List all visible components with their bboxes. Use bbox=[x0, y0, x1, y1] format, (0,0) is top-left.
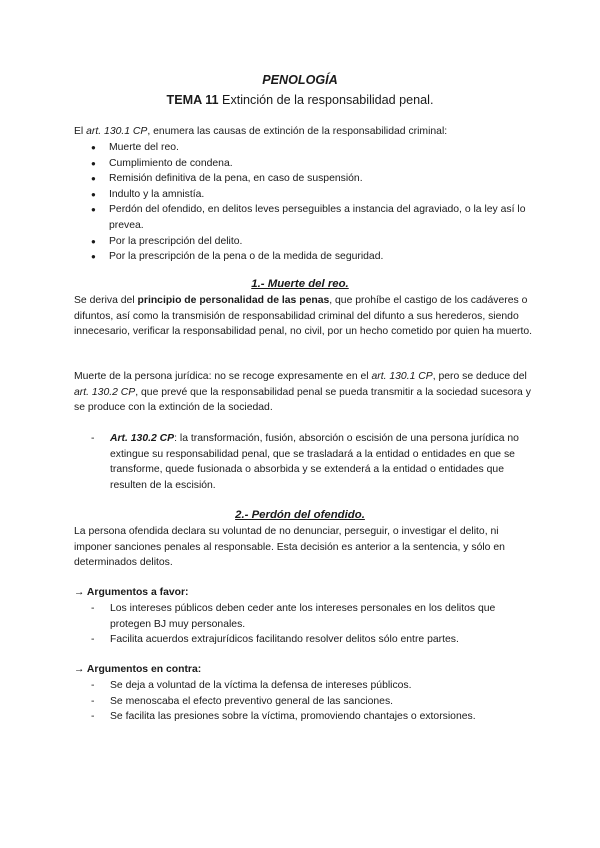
section2-heading: 2.- Perdón del ofendido. bbox=[235, 509, 365, 521]
contra-arguments-title: → Argumentos en contra: bbox=[74, 664, 202, 675]
list-item: - Se facilita las presiones sobre la víctima, promoviendo chantajes o extorsiones. bbox=[91, 709, 531, 725]
document-subtitle bbox=[0, 92, 600, 108]
article-ref: Art. 130.2 CP bbox=[110, 433, 175, 444]
intro-paragraph: El art. 130.1 CP, enumera las causas de extinción de la responsabilidad criminal: bbox=[74, 126, 448, 137]
list-item: ● Muerte del reo. bbox=[91, 140, 531, 156]
section2-paragraph1: La persona ofendida declara su voluntad de no denunciar, perseguir, o investigar el delito, ni imponer sanciones penales al responsable. Esta decisión es anterior a la sentencia, y sólo en determinados delitos. bbox=[74, 526, 505, 569]
section1-sublist bbox=[91, 431, 523, 493]
section1-paragraph1: Se deriva del principio de personalidad de las penas, que prohíbe el castigo de los cadáveres o difuntos, así como la transmisión de responsabilidad criminal del difunto a sus herederos, siendo innecesario, verificar la responsabilidad penal, no civil, por un hecho cometido por quien ha muerto. bbox=[74, 295, 533, 338]
list-item: - Los intereses públicos deben ceder ante los intereses personales en los delitos que protegen BJ muy personales. bbox=[91, 601, 531, 632]
list-item: ● Por la prescripción de la pena o de la medida de seguridad. bbox=[91, 249, 531, 265]
section1-paragraph2: Muerte de la persona jurídica: no se recoge expresamente en el art. 130.1 CP, pero se deduce del art. 130.2 CP, que prevé que la responsabilidad penal se pueda transmitir a la sociedad sucesora y se produce con la extinción de la sociedad. bbox=[74, 371, 531, 414]
list-item: - Se deja a voluntad de la víctima la defensa de intereses públicos. bbox=[91, 678, 531, 694]
tema-label: TEMA 11 bbox=[166, 93, 219, 107]
list-item: ● Por la prescripción del delito. bbox=[91, 234, 531, 250]
list-item: ● Remisión definitiva de la pena, en caso de suspensión. bbox=[91, 171, 531, 187]
document-title: PENOLOGÍA bbox=[262, 73, 338, 87]
causes-list bbox=[91, 140, 531, 265]
article-ref: art. 130.1 CP bbox=[371, 371, 433, 382]
principle-term: principio de personalidad de las penas bbox=[137, 295, 330, 306]
favor-arguments-list bbox=[91, 601, 531, 648]
contra-arguments-list bbox=[91, 678, 531, 725]
favor-arguments-title: → Argumentos a favor: bbox=[74, 587, 189, 598]
article-ref: art. 130.1 CP bbox=[86, 126, 148, 137]
list-item: ● Cumplimiento de condena. bbox=[91, 156, 531, 172]
list-item: - Art. 130.2 CP: la transformación, fusión, absorción o escisión de una persona jurídica no extingue su responsabilidad penal, que se trasladará a la entidad o entidades en que se transforme, quede fusionada o absorbida y se extenderá a la entidad o entidades que resulten de la escisión. bbox=[91, 431, 523, 493]
list-item: - Se menoscaba el efecto preventivo general de las sanciones. bbox=[91, 694, 531, 710]
list-item: - Facilita acuerdos extrajurídicos facilitando resolver delitos sólo entre partes. bbox=[91, 632, 531, 648]
article-ref: art. 130.2 CP bbox=[74, 386, 136, 398]
list-item: ● Perdón del ofendido, en delitos leves perseguibles a instancia del agraviado, o la ley así lo prevea. bbox=[91, 202, 531, 233]
list-item: ● Indulto y la amnistía. bbox=[91, 187, 531, 203]
section1-heading: 1.- Muerte del reo. bbox=[251, 278, 349, 290]
tema-text: Extinción de la responsabilidad penal. bbox=[218, 93, 434, 107]
